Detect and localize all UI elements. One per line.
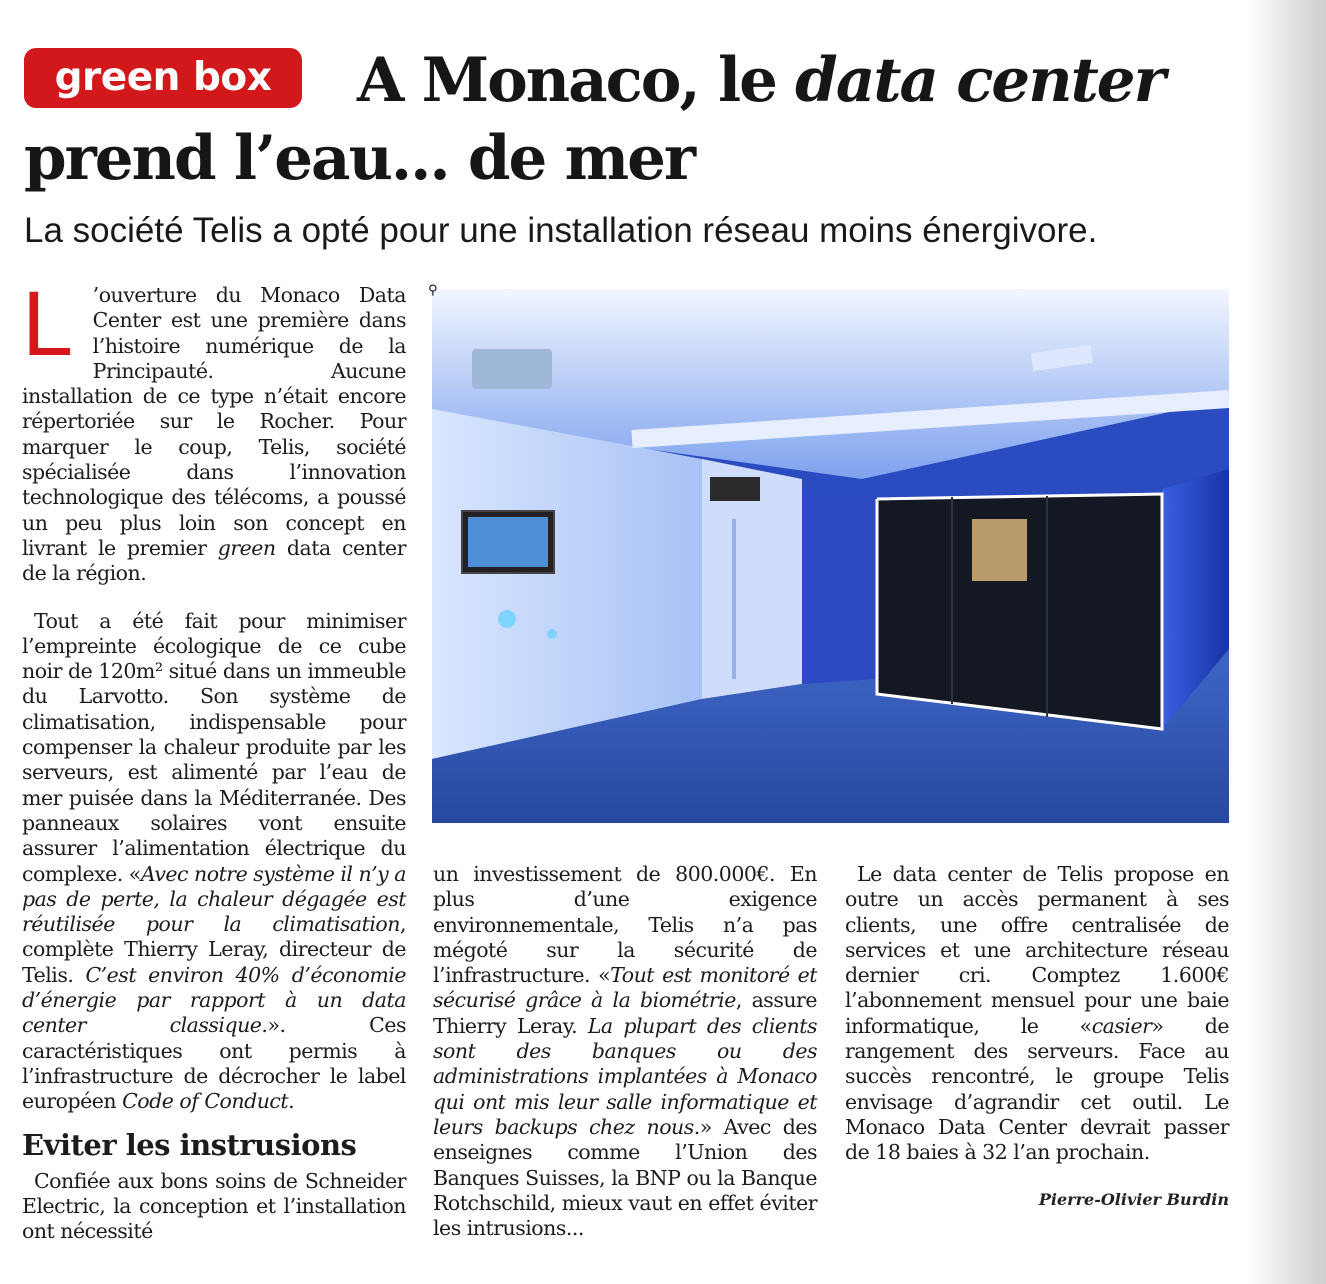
author-signature: Pierre-Olivier Burdin — [1038, 1190, 1229, 1209]
subtitle: La société Telis a opté pour une installation réseau moins énergivore. — [24, 211, 1098, 250]
p3-text-b: , assure Thierry Leray. — [433, 988, 817, 1038]
article-column-1 — [22, 273, 407, 1244]
p3-quote-2: La plupart des clients sont des banques ou des administrations implantées à Monaco qui ont mis leur salle informatique et leurs backups chez nous. — [433, 1013, 817, 1139]
drop-cap: L — [22, 273, 73, 375]
data-center-photo — [432, 289, 1229, 823]
p2-quote-1: Avec notre système il n’y a pas de perte, la chaleur dégagée est réutilisée pour la climatisation — [22, 861, 407, 937]
paragraph-3-start: Confiée aux bons soins de Schneider Electric, la conception et l’installation ont nécessité — [22, 1168, 406, 1244]
paragraph-3-continued: un investissement de 800.000€. En plus d’une exigence environnementale, Telis n’a pas mégoté sur la sécurité de l’infrastructure. «Tout est monitoré et sécurisé grâce à la biométrie, assure Thierry Leray. La plupart des clients sont des banques ou des administrations implantées à Monaco qui ont mis leur salle informatique et leurs backups chez nous.» Avec des enseignes comme l’Union des Banques Suisses, la BNP ou la Banque Rotchschild, mieux vaut en effet éviter les intrusions... — [433, 862, 817, 1241]
p2-text-d: . — [288, 1089, 295, 1114]
article-column-2 — [433, 862, 817, 1241]
paragraph-4 — [845, 862, 1229, 1166]
headline — [24, 42, 1264, 198]
headline-line-2: prend l’eau... de mer — [24, 123, 695, 194]
headline-text: A Monaco, le — [357, 45, 796, 116]
p4-italic: casier — [1091, 1013, 1152, 1038]
photo-illustration — [432, 289, 1229, 823]
subheading: Eviter les instrusions — [22, 1127, 357, 1162]
p1-end: data center de la région. — [22, 535, 406, 586]
section-badge: green box — [24, 48, 302, 108]
p4-text-a: Le data center de Telis propose en outre un accès permanent à ses clients, une offre centralisée de services et une architecture réseau dernier cri. Comptez 1.600€ l’abonnement mensuel pour une baie informatique, le « — [845, 862, 1229, 1038]
magnifier-icon[interactable]: ⚲ — [428, 283, 438, 298]
p1-text: ’ouverture du Monaco Data Center est une première dans l’histoire numérique de la Principauté. Aucune installation de ce type n’était encore répertoriée sur le Rocher. Pour marquer le coup, Telis, société spécialisée dans l’innovation technologique des télécoms, a poussé un peu plus loin son concept en livrant le premier — [22, 283, 406, 560]
p2-text-a: Tout a été fait pour minimiser l’empreinte écologique de ce cube noir de 120m² situé dans un immeuble du Larvotto. Son système de climatisation, indispensable pour compenser la chaleur produite par les serveurs, est alimenté par l’eau de mer puisée dans la Méditerranée. Des panneaux solaires vont ensuite assurer l’alimentation électrique du complexe. « — [22, 608, 406, 886]
p1-italic: green — [217, 535, 276, 560]
p2-text-b: , complète Thierry Leray, directeur de Telis. — [22, 912, 406, 987]
headline-line-1 — [24, 42, 1264, 120]
article-column-3 — [845, 862, 1229, 1166]
p2-text-c: ». Ces caractéristiques ont permis à l’infrastructure de décrocher le label européen — [22, 1013, 406, 1114]
p2-italic: Code of Conduct — [122, 1089, 289, 1114]
p4-text-b: » de rangement des serveurs. Face au succès rencontré, le groupe Telis envisage d’agrandir cet outil. Le Monaco Data Center devrait passer de 18 baies à 32 l’an prochain. — [845, 1013, 1229, 1165]
p2-quote-2: C’est environ 40% d’économie d’énergie par rapport à un data center classique. — [22, 962, 406, 1038]
p3-quote-1: Tout est monitoré et sécurisé grâce à la biométrie — [433, 963, 817, 1013]
headline-italic: data center — [795, 45, 1164, 116]
p3-text-c: » Avec des enseignes comme l’Union des Banques Suisses, la BNP ou la Banque Rotchschild, mieux vaut en effet éviter les intrusions... — [433, 1114, 817, 1241]
lead-paragraph — [22, 273, 406, 587]
paragraph-2 — [22, 609, 406, 1115]
